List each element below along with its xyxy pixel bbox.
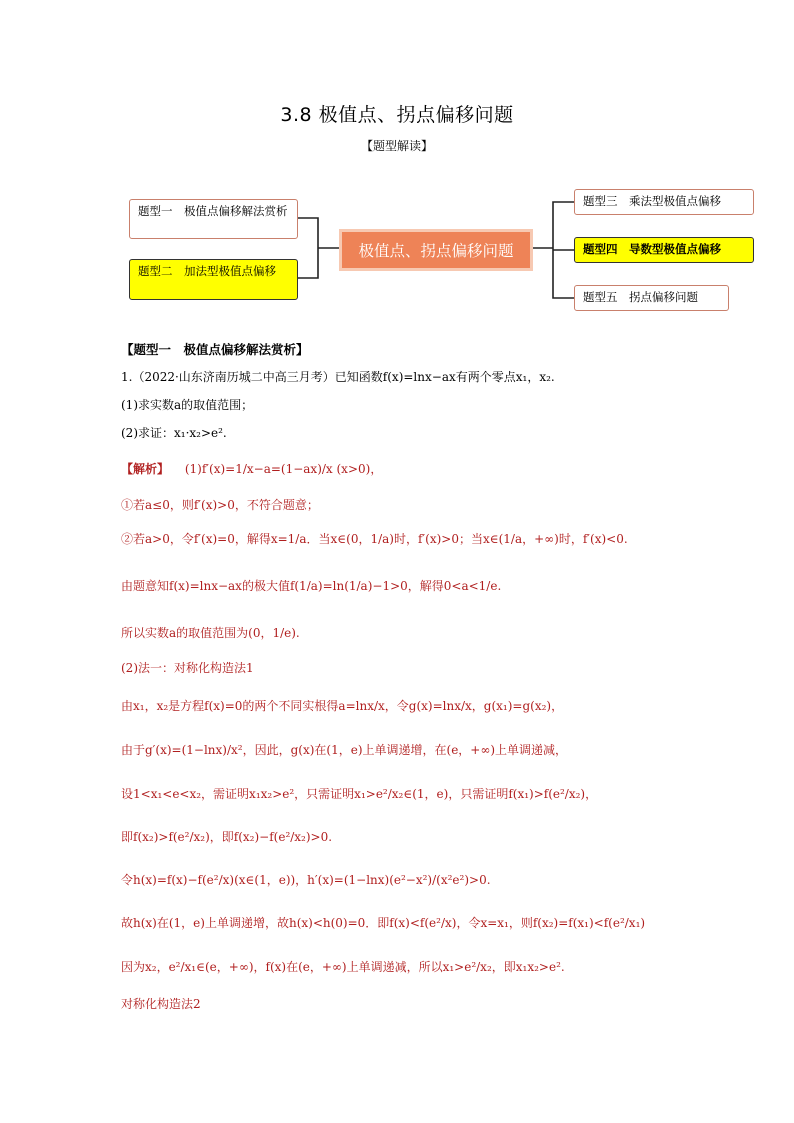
solution-line-8: 设1<x₁<e<x₂，需证明x₁x₂>e²，只需证明x₁>e²/x₂∈(1，e)，只需证明f(x₁)>f(e²/x₂)， xyxy=(121,787,598,801)
solution-line-10: 令h(x)=f(x)−f(e²/x)(x∈(1，e))，h′(x)=(1−lnx)(e²−x²)/(x²e²)>0. xyxy=(121,873,491,887)
mindmap-node-type-1: 题型一 极值点偏移解法赏析 xyxy=(129,199,298,239)
question-1: (1)求实数a的取值范围； xyxy=(121,398,254,412)
mindmap-node-type-5: 题型五 拐点偏移问题 xyxy=(574,285,729,311)
section-heading: 【题型一 极值点偏移解法赏析】 xyxy=(121,342,309,357)
mindmap-center-node: 极值点、拐点偏移问题 xyxy=(339,229,533,271)
mindmap-node-type-4: 题型四 导数型极值点偏移 xyxy=(574,237,754,263)
solution-line-2: ①若a≤0，则f′(x)>0，不符合题意； xyxy=(121,498,319,512)
solution-line-4: 由题意知f(x)=lnx−ax的极大值f(1/a)=ln(1/a)−1>0，解得0<a<1/e. xyxy=(121,579,502,593)
solution-line-5: 所以实数a的取值范围为(0，1/e). xyxy=(121,626,300,640)
mindmap-node-type-2: 题型二 加法型极值点偏移 xyxy=(129,259,298,300)
solution-line-7: 由于g′(x)=(1−lnx)/x²，因此，g(x)在(1，e)上单调递增，在(e，+∞)上单调递减， xyxy=(121,743,568,757)
solution-line-12: 因为x₂，e²/x₁∈(e，+∞)，f(x)在(e，+∞)上单调递减，所以x₁>e²/x₂，即x₁x₂>e². xyxy=(121,960,565,974)
solution-line-9: 即f(x₂)>f(e²/x₂)，即f(x₂)−f(e²/x₂)>0. xyxy=(121,830,333,844)
solution-text: (1)f′(x)=1/x−a=(1−ax)/x (x>0)， xyxy=(184,462,383,476)
analysis-label: 【解析】 xyxy=(121,462,170,476)
mindmap-node-type-3: 题型三 乘法型极值点偏移 xyxy=(574,189,754,215)
page-title: 3.8 极值点、拐点偏移问题 xyxy=(280,104,514,126)
problem-statement: 1.（2022·山东济南历城二中高三月考）已知函数f(x)=lnx−ax有两个零点x₁，x₂. xyxy=(121,370,555,384)
solution-line-1 xyxy=(121,460,382,477)
question-2: (2)求证：x₁·x₂>e². xyxy=(121,426,227,440)
method-heading-2: 对称化构造法2 xyxy=(121,997,201,1011)
solution-line-11: 故h(x)在(1，e)上单调递增，故h(x)<h(0)=0．即f(x)<f(e²/x)，令x=x₁，则f(x₂)=f(x₁)<f(e²/x₁) xyxy=(121,916,646,930)
solution-line-3: ②若a>0，令f′(x)=0，解得x=1/a．当x∈(0，1/a)时，f′(x)>0；当x∈(1/a，+∞)时，f′(x)<0. xyxy=(121,532,628,546)
solution-line-6: 由x₁，x₂是方程f(x)=0的两个不同实根得a=lnx/x，令g(x)=lnx/x，g(x₁)=g(x₂)， xyxy=(121,699,564,713)
page-subtitle: 【题型解读】 xyxy=(360,139,433,153)
method-heading-1: (2)法一：对称化构造法1 xyxy=(121,661,254,675)
